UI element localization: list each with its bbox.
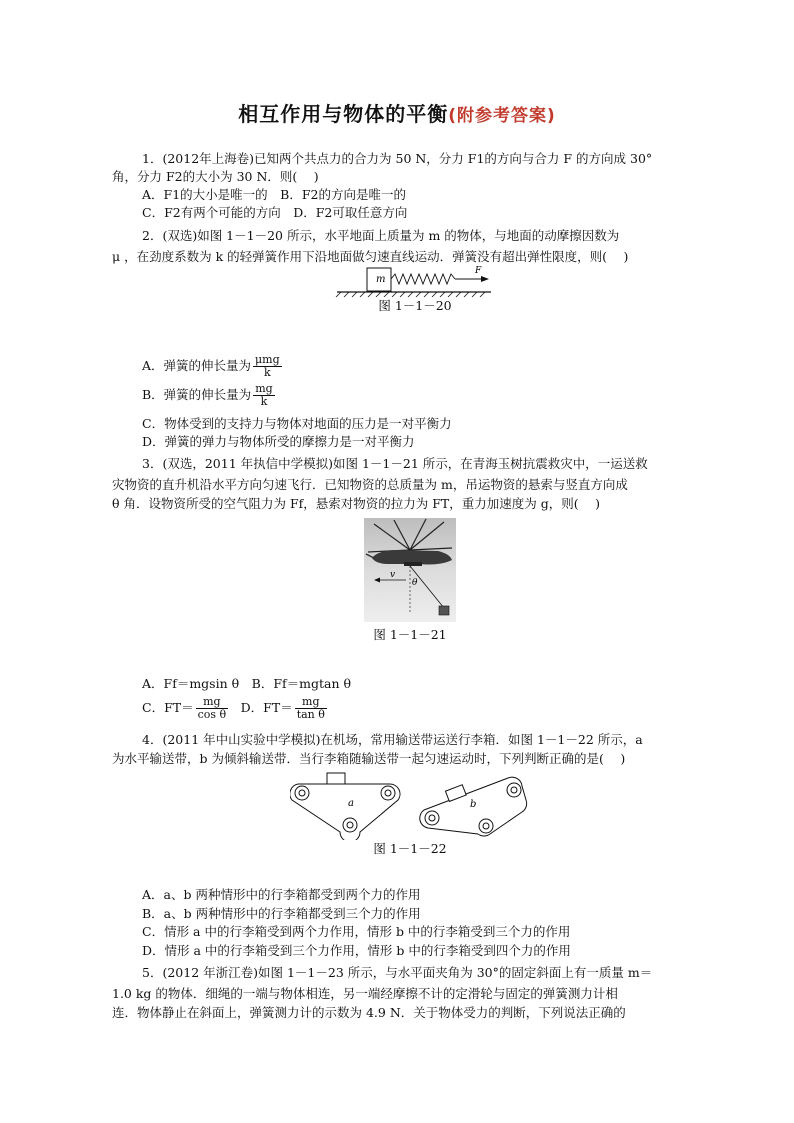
label-b: b [470, 799, 477, 810]
velocity-label: v [390, 570, 396, 580]
q5-line-1: 5．(2012 年浙江卷)如图 1－1－23 所示，与水平面夹角为 30°的固定斜面上有一质量 m＝ [142, 965, 653, 980]
suitcase-a [327, 773, 345, 784]
q4-option-c: C．情形 a 中的行李箱受到两个力作用，情形 b 中的行李箱受到三个力的作用 [142, 924, 571, 939]
q4-line-2: 为水平输送带，b 为倾斜输送带．当行李箱随输送带一起匀速运动时，下列判断正确的是( ) [112, 751, 626, 766]
q2-line-2: μ ，在劲度系数为 k 的轻弹簧作用下沿地面做匀速直线运动．弹簧没有超出弹性限度，则( ) [112, 249, 629, 264]
q5-line-2: 1.0 kg 的物体．细绳的一端与物体相连，另一端经摩擦不计的定滑轮与固定的弹簧测力计相 [112, 986, 618, 1001]
q4-option-a: A．a、b 两种情形中的行李箱都受到两个力的作用 [142, 887, 421, 902]
cargo-box [439, 606, 449, 615]
page-title [0, 98, 794, 127]
q3-option-cd: C．FT＝ $\frac{mg}{\text{cos θ}}$ D．FT＝ $\frac{mg}{\text{tan θ}}$ [142, 695, 325, 721]
fraction-mg-k: $\frac{mg}{k}$ [255, 382, 273, 408]
q5-line-3: 连．物体静止在斜面上，弹簧测力计的示数为 4.9 N．关于物体受力的判断，下列说法正确的 [112, 1005, 626, 1020]
figure-1-1-21-helicopter [364, 518, 456, 622]
q2-option-b: B．弹簧的伸长量为 $\frac{mg}{k}$ [142, 382, 273, 408]
figure-1-1-20 [335, 262, 495, 298]
q3-option-ab: A．Ff＝mgsin θ B．Ff＝mgtan θ [142, 676, 352, 691]
q3-line-2: 灾物资的直升机沿水平方向匀速飞行．已知物资的总质量为 m，吊运物资的悬索与竖直方向成 [112, 477, 628, 492]
fig-1-1-21-caption: 图 1－1－21 [373, 627, 447, 642]
conveyor-a [290, 784, 400, 840]
q1-option-cd: C．F2有两个可能的方向 D．F2可取任意方向 [142, 205, 408, 220]
q2-line-1: 2．(双选)如图 1－1－20 所示，水平地面上质量为 m 的物体，与地面的动摩擦因数为 [142, 228, 620, 243]
block-label: m [376, 274, 386, 285]
q2-option-d: D．弹簧的弹力与物体所受的摩擦力是一对平衡力 [142, 434, 415, 449]
spring [391, 274, 455, 284]
q3-line-1: 3．(双选，2011 年执信中学模拟)如图 1－1－21 所示，在青海玉树抗震救灾中，一运送救 [142, 456, 648, 471]
q3-line-3: θ 角．设物资所受的空气阻力为 Ff，悬索对物资的拉力为 FT，重力加速度为 g，则( ) [112, 496, 600, 511]
fig-1-1-22-caption: 图 1－1－22 [373, 841, 447, 856]
q1-line-2: 角，分力 F2的大小为 30 N．则( ) [112, 169, 319, 184]
fraction-mg-tan: $\frac{mg}{\text{tan θ}}$ [296, 695, 325, 721]
q4-line-1: 4．(2011 年中山实验中学模拟)在机场，常用输送带运送行李箱．如图 1－1－22 所示，a [142, 732, 643, 747]
q1-option-ab: A．F1的大小是唯一的 B．F2的方向是唯一的 [142, 187, 406, 202]
q4-option-b: B．a、b 两种情形中的行李箱都受到三个力的作用 [142, 906, 421, 921]
suitcase-b [445, 785, 466, 802]
force-label: F [475, 266, 482, 276]
fraction-umg-k: $\frac{\text{μmg}}{k}$ [255, 353, 280, 379]
title-main: 相互作用与物体的平衡 [238, 102, 449, 126]
title-answer-note: (附参考答案) [448, 106, 556, 126]
q4-option-d: D．情形 a 中的行李箱受到三个力作用，情形 b 中的行李箱受到四个力的作用 [142, 943, 571, 958]
theta-label: θ [412, 578, 418, 588]
q2-option-c: C．物体受到的支持力与物体对地面的压力是一对平衡力 [142, 416, 452, 431]
fraction-mg-cos: $\frac{mg}{\text{cos θ}}$ [197, 695, 227, 721]
figure-1-1-22-conveyors [290, 770, 535, 840]
label-a: a [348, 798, 354, 809]
q1-line-1: 1．(2012年上海卷)已知两个共点力的合力为 50 N，分力 F1的方向与合力 F 的方向成 30° [142, 151, 653, 166]
fig-1-1-20-caption: 图 1－1－20 [378, 298, 452, 313]
force-arrow [481, 276, 489, 282]
q2-option-a: A．弹簧的伸长量为 $\frac{\text{μmg}}{k}$ [142, 353, 280, 379]
